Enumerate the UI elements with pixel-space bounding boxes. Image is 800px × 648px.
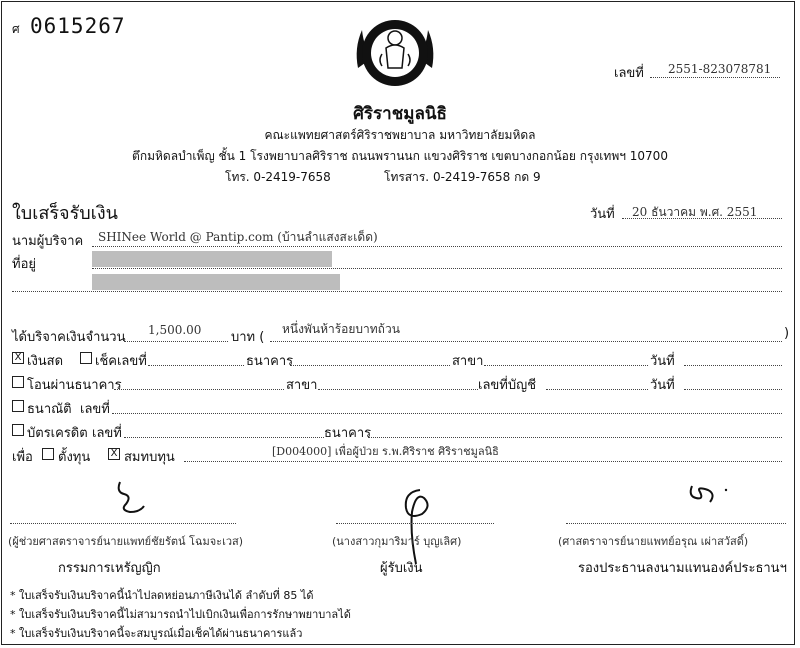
- note-no-medical-claim: * ใบเสร็จรับเงินบริจาคนี้ไม่สามารถนำไปเบิกเงินเพื่อการรักษาพยาบาลได้: [10, 608, 351, 621]
- transfer-checkbox[interactable]: [12, 376, 24, 388]
- money-order-label: ธนาณัติ: [27, 402, 72, 417]
- treasurer-title: กรรมการเหรัญญิก: [58, 561, 161, 576]
- check-no-label: เช็คเลขที่: [95, 354, 147, 369]
- purpose-label: เพื่อ: [12, 450, 33, 465]
- vice-president-title: รองประธานลงนามแทนองค์ประธานฯ: [578, 561, 787, 576]
- check-checkbox[interactable]: [80, 352, 92, 364]
- fax-text: โทรสาร. 0-2419-7658 กด 9: [384, 170, 541, 184]
- note-tax-deduction: * ใบเสร็จรับเงินบริจาคนี้นำไปลดหย่อนภาษีเงินได้ ลำดับที่ 85 ได้: [10, 589, 314, 602]
- treasurer-name: (ผู้ช่วยศาสตราจารย์นายแพทย์ชัยรัตน์ โฉมจะเวส): [8, 535, 244, 548]
- receipt-title: ใบเสร็จรับเงิน: [12, 203, 118, 224]
- contribute-checkbox[interactable]: X: [108, 448, 120, 460]
- money-order-no-label: เลขที่: [80, 402, 110, 417]
- amount-words: หนึ่งพันห้าร้อยบาทถ้วน: [282, 322, 400, 336]
- receiver-title: ผู้รับเงิน: [380, 561, 423, 576]
- phone-text: โทร. 0-2419-7658: [225, 170, 331, 184]
- transfer-date-label: วันที่: [650, 378, 675, 393]
- date-label: วันที่: [590, 207, 615, 222]
- transfer-label: โอนผ่านธนาคาร: [27, 378, 122, 393]
- bank-label: ธนาคาร: [246, 354, 294, 369]
- redacted-address-line-2: [92, 274, 340, 290]
- cash-label: เงินสด: [27, 354, 64, 369]
- amount-close-paren: ): [784, 326, 790, 341]
- serial-prefix: ศ: [12, 22, 20, 36]
- vice-president-signature: [686, 480, 736, 508]
- branch-label: สาขา: [452, 354, 484, 369]
- receiver-name: (นางสาวกุมาริมาร์ บุญเลิศ): [332, 535, 462, 548]
- cash-checkbox[interactable]: X: [12, 352, 24, 364]
- donor-value: SHINee World @ Pantip.com (บ้านลำแสงสะเด็ด): [98, 230, 378, 244]
- check-date-label: วันที่: [650, 354, 675, 369]
- treasurer-signature: [112, 478, 156, 516]
- credit-card-bank-label: ธนาคาร: [324, 426, 372, 441]
- note-check-clearance: * ใบเสร็จรับเงินบริจาคนี้จะสมบูรณ์เมื่อเช็คได้ผ่านธนาคารแล้ว: [10, 627, 303, 640]
- date-value: 20 ธันวาคม พ.ศ. 2551: [632, 205, 758, 219]
- vice-president-name: (ศาสตราจารย์นายแพทย์อรุณ เผ่าสวัสดิ์): [558, 535, 749, 548]
- siriraj-foundation-logo: [352, 8, 438, 94]
- address-text: ตึกมหิดลบำเพ็ญ ชั้น 1 โรงพยาบาลศิริราช ถนนพรานนก แขวงศิริราช เขตบางกอกน้อย กรุงเทพฯ 10700: [132, 149, 668, 163]
- transfer-branch-label: สาขา: [286, 378, 318, 393]
- serial-number: 0615267: [30, 14, 126, 38]
- doc-no-value: 2551-823078781: [668, 62, 772, 76]
- fund-checkbox[interactable]: [42, 448, 54, 460]
- receiver-signature: [394, 484, 444, 568]
- credit-card-checkbox[interactable]: [12, 424, 24, 436]
- donor-label: นามผู้บริจาค: [12, 234, 84, 249]
- redacted-address-line-1: [92, 251, 332, 267]
- credit-card-label: บัตรเครดิต: [27, 426, 88, 441]
- amount-label: ได้บริจาคเงินจำนวน: [12, 330, 126, 345]
- money-order-checkbox[interactable]: [12, 400, 24, 412]
- account-no-label: เลขที่บัญชี: [478, 378, 537, 393]
- baht-label: บาท (: [231, 330, 265, 345]
- amount-value: 1,500.00: [148, 323, 202, 337]
- fund-detail: [D004000] เพื่อผู้ป่วย ร.พ.ศิริราช ศิริราชมูลนิธิ: [272, 445, 499, 458]
- address-label: ที่อยู่: [12, 257, 36, 272]
- faculty-name: คณะแพทยศาสตร์ศิริราชพยาบาล มหาวิทยาลัยมหิดล: [264, 128, 536, 142]
- org-name: ศิริราชมูลนิธิ: [353, 104, 447, 124]
- credit-card-no-label: เลขที่: [92, 426, 122, 441]
- contribute-label: สมทบทุน: [124, 450, 175, 465]
- doc-no-label: เลขที่: [614, 66, 644, 81]
- fund-label: ตั้งทุน: [58, 450, 91, 465]
